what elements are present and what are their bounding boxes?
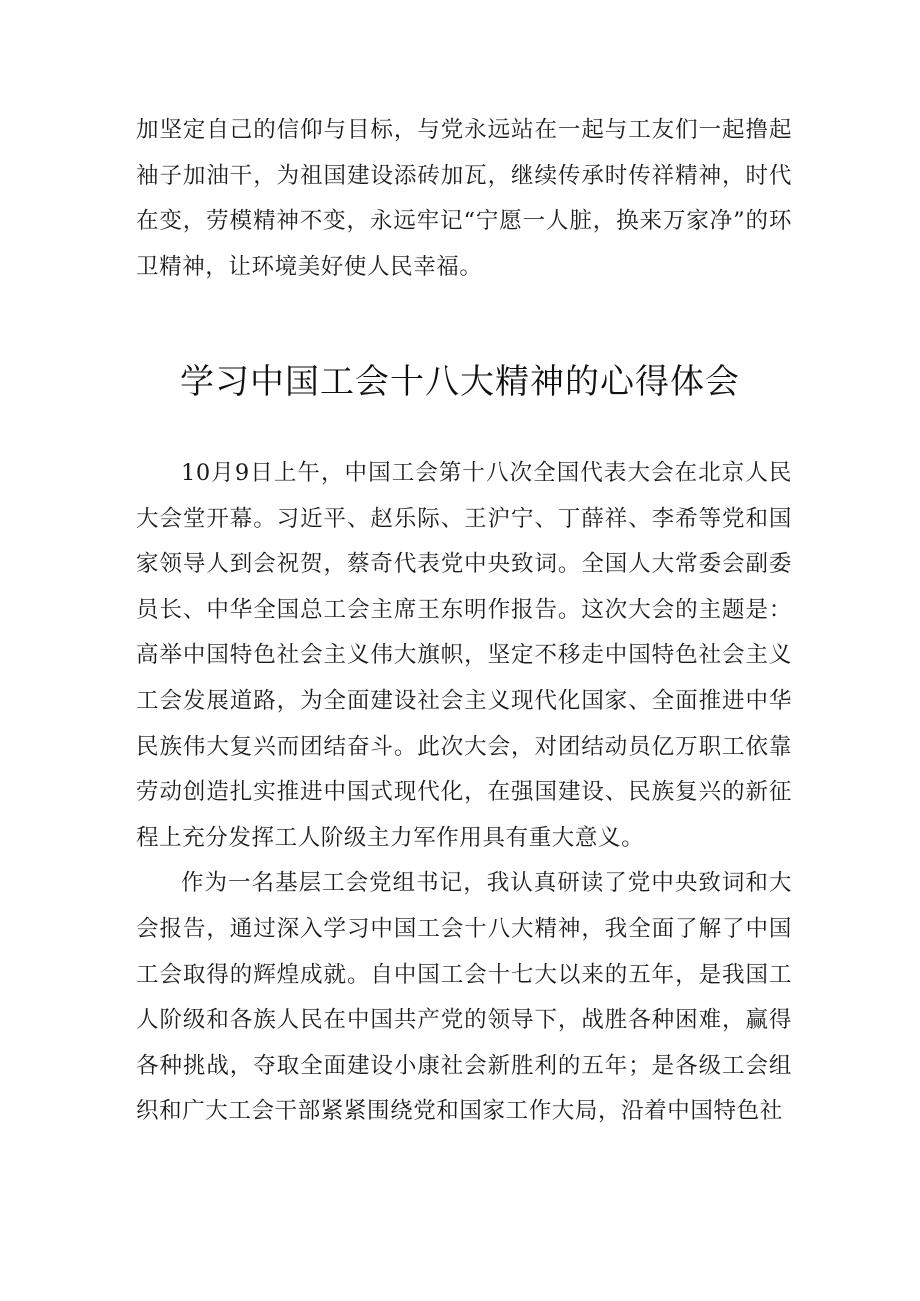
article-paragraph-1: 10月9日上午，中国工会第十八次全国代表大会在北京人民大会堂开幕。习近平、赵乐际、王沪宁、丁薛祥、李希等党和国家领导人到会祝贺，蔡奇代表党中央致词。全国人大常委会副委员长、中华全国总工会主席王东明作报告。这次大会的主题是：高举中国特色社会主义伟大旗帜，坚定不移走中国特色社会主义工会发展道路，为全面建设社会主义现代化国家、全面推进中华民族伟大复兴而团结奋斗。此次大会，对团结动员亿万职工依靠劳动创造扎实推进中国式现代化，在强国建设、民族复兴的新征程上充分发挥工人阶级主力军作用具有重大意义。 bbox=[136, 460, 792, 851]
previous-article-continuation bbox=[136, 108, 792, 290]
article-title: 学习中国工会十八大精神的心得体会 bbox=[180, 362, 740, 402]
article-paragraph-2: 作为一名基层工会党组书记，我认真研读了党中央致词和大会报告，通过深入学习中国工会十八大精神，我全面了解了中国工会取得的辉煌成就。自中国工会十七大以来的五年，是我国工人阶级和各族人民在中国共产党的领导下，战胜各种困难，赢得各种挑战，夺取全面建设小康社会新胜利的五年；是各级工会组织和广大工会干部紧紧围绕党和国家工作大局，沿着中国特色社 bbox=[136, 870, 792, 1125]
article-body bbox=[136, 451, 792, 1135]
continuation-paragraph: 加坚定自己的信仰与目标，与党永远站在一起与工友们一起撸起袖子加油干，为祖国建设添砖加瓦，继续传承时传祥精神，时代在变，劳模精神不变，永远牢记“宁愿一人脏，换来万家净”的环卫精神，让环境美好使人民幸福。 bbox=[136, 117, 792, 280]
